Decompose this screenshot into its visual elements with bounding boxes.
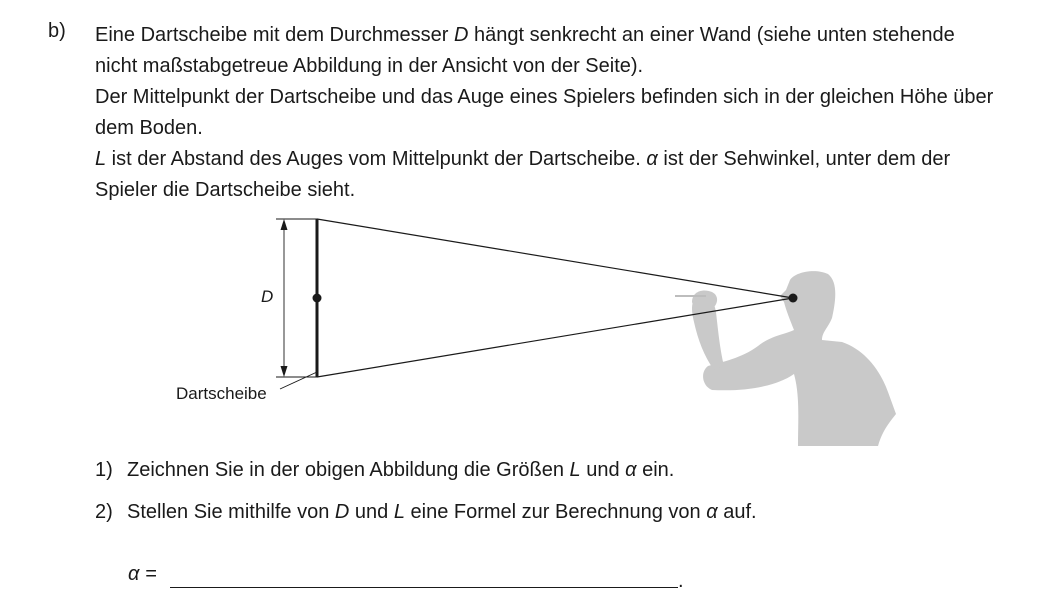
dimension-arrow-top xyxy=(281,219,288,230)
dartboard-leader xyxy=(280,372,317,389)
label-D: D xyxy=(261,287,274,306)
player-silhouette xyxy=(703,271,896,446)
dartboard-center xyxy=(313,294,322,303)
answer-lhs: α = xyxy=(128,563,157,585)
player-hand xyxy=(692,290,717,310)
task-2: 2) Stellen Sie mithilfe von D und L eine Formel zur Berechnung von α auf. xyxy=(95,501,757,523)
answer-end-period: . xyxy=(678,570,684,592)
intro-sentence-3: L ist der Abstand des Auges vom Mittelpunkt der Dartscheibe. α ist der Sehwinkel, unter dem der Spieler die Dartscheibe sieht. xyxy=(95,148,951,201)
intro-sentence-1: Eine Dartscheibe mit dem Durchmesser D hängt senkrecht an einer Wand (siehe unten stehende nicht maßstabgetreue Abbildung in der Ansicht von der Seite). xyxy=(95,24,955,77)
sight-line-top xyxy=(317,219,793,298)
dimension-arrow-bottom xyxy=(281,366,288,377)
answer-blank-line[interactable] xyxy=(170,587,678,588)
part-label: b) xyxy=(48,20,66,42)
task-1: 1) Zeichnen Sie in der obigen Abbildung die Größen L und α ein. xyxy=(95,459,675,481)
intro-sentence-2: Der Mittelpunkt der Dartscheibe und das Auge eines Spielers befinden sich in der gleichen Höhe über dem Boden. xyxy=(95,86,994,139)
task-list xyxy=(95,455,757,539)
label-dartscheibe: Dartscheibe xyxy=(176,384,267,403)
eye-point xyxy=(789,294,798,303)
